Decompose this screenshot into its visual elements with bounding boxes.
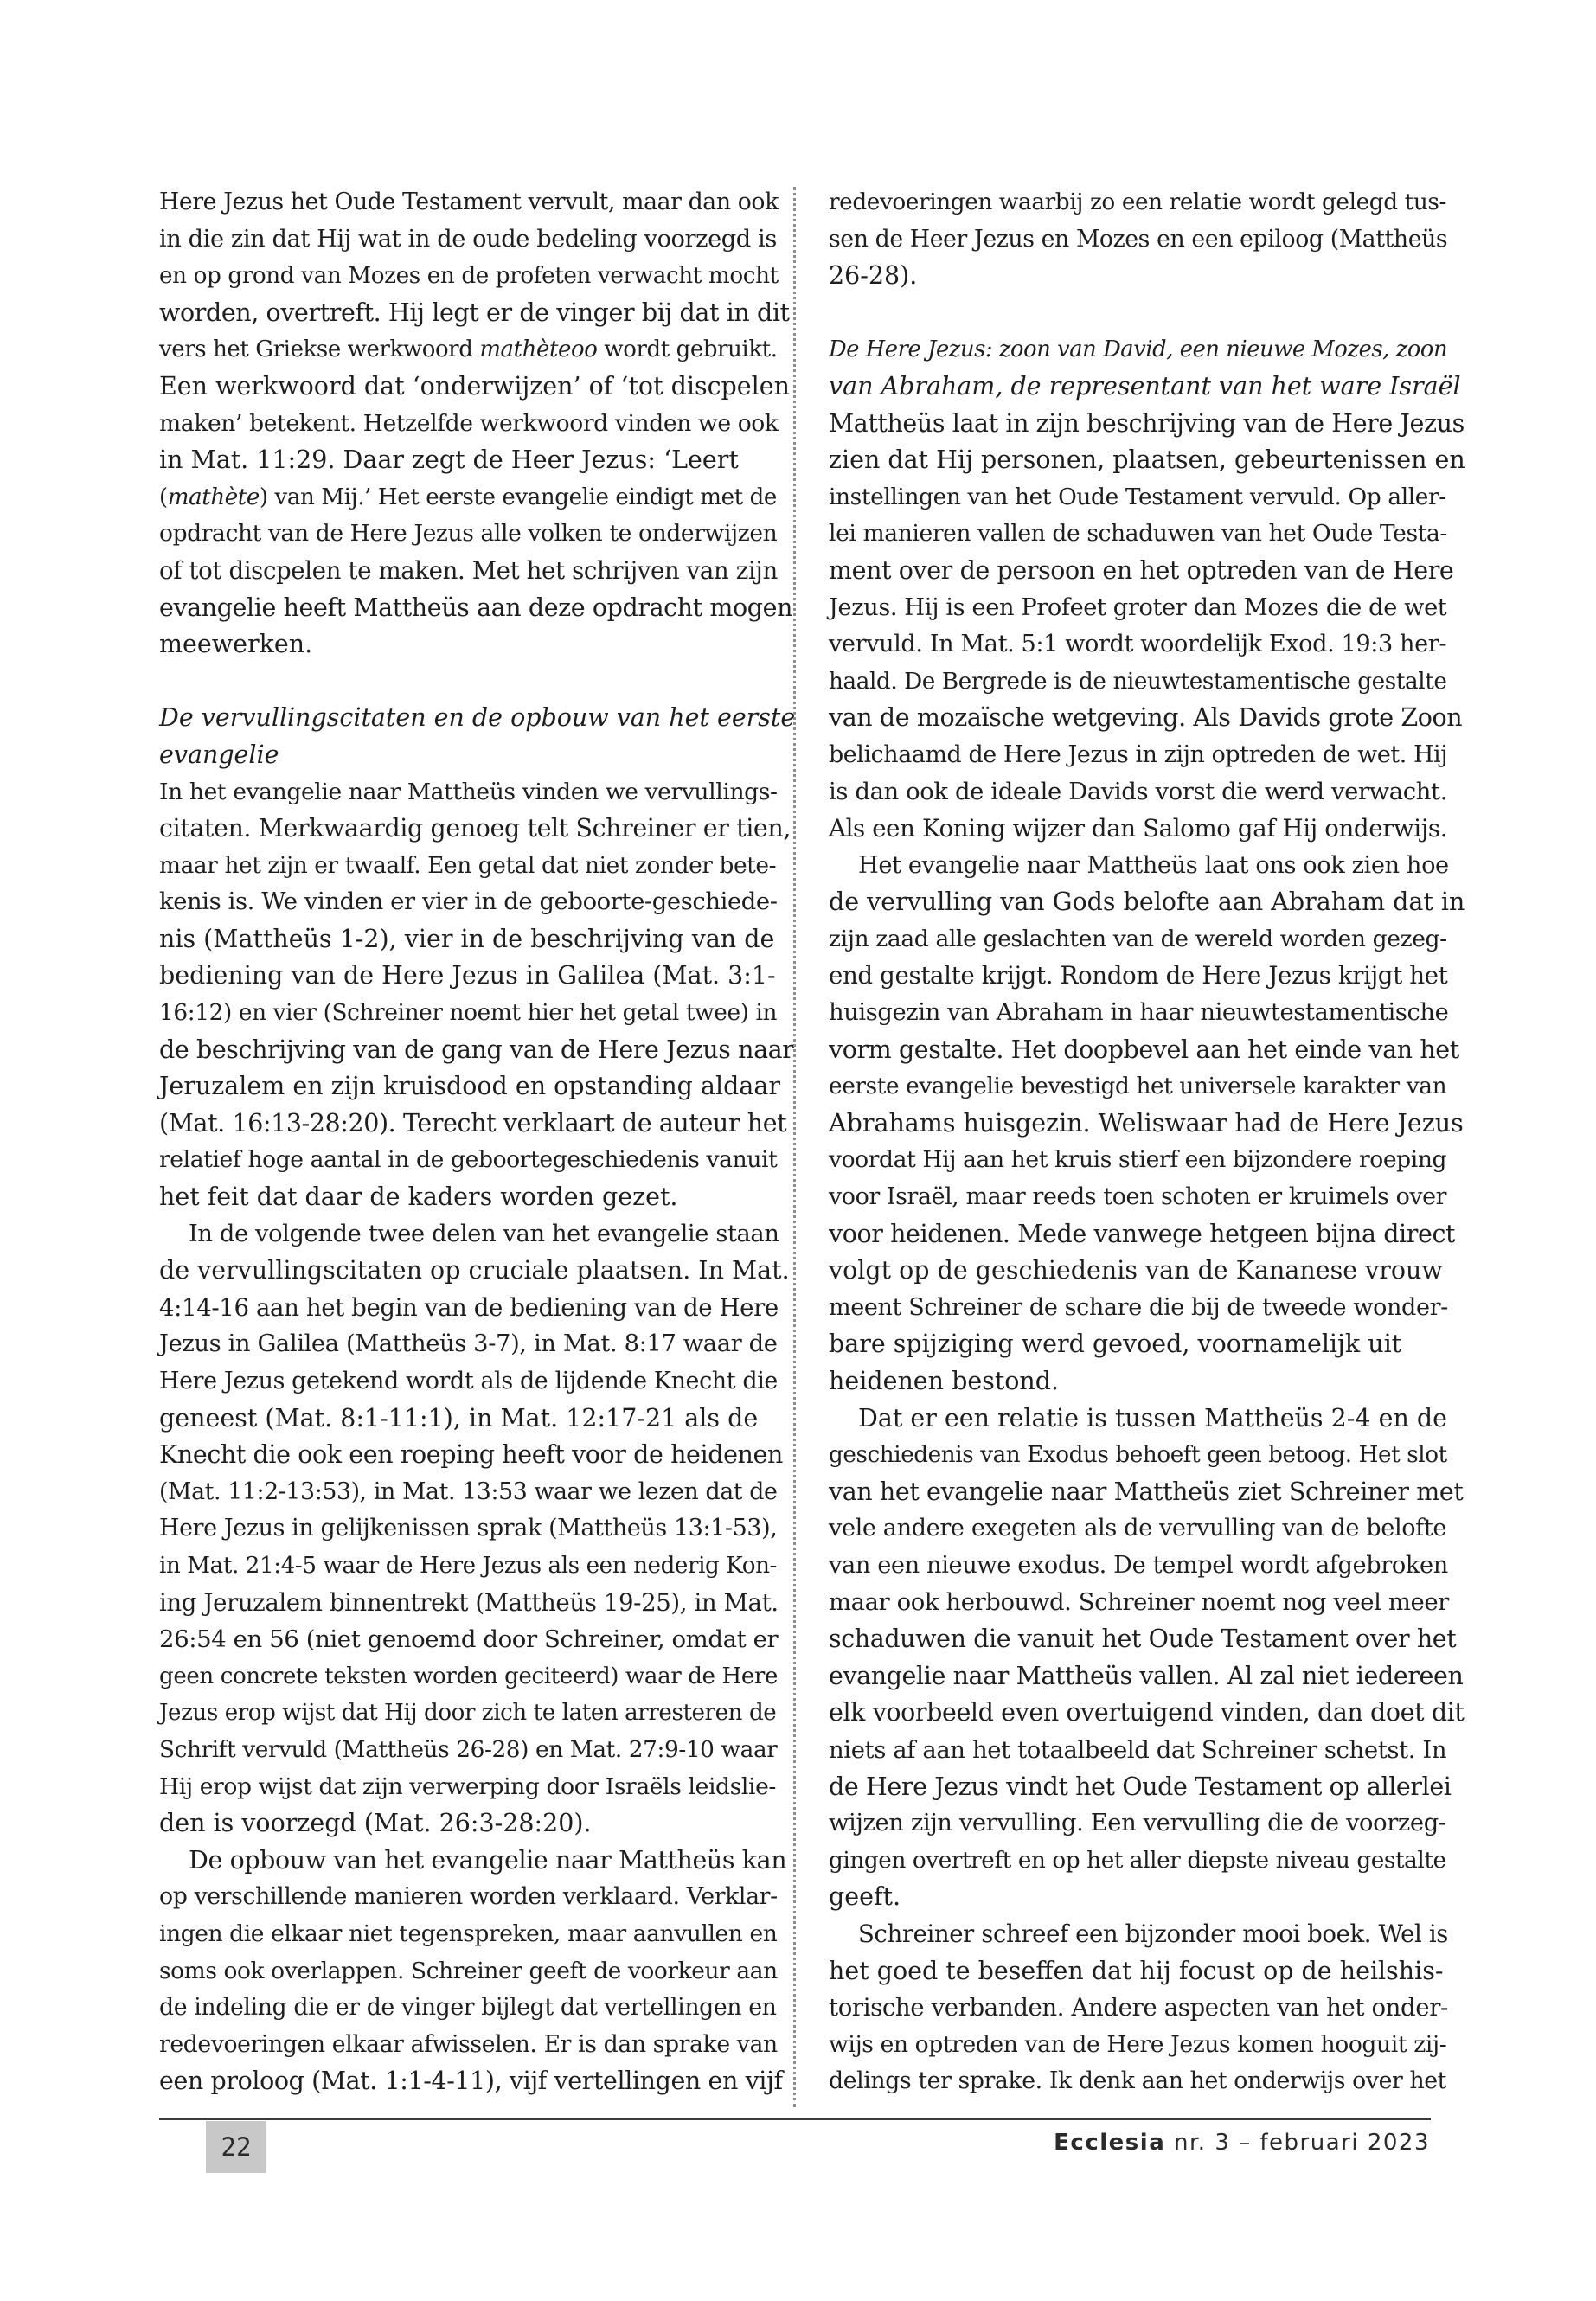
text-run: bediening van de Here Jezus in Galilea (Mat. 3:1- bbox=[159, 961, 776, 990]
text-run: instellingen van het Oude Testament vervuld. Op aller- bbox=[829, 483, 1446, 510]
text-line bbox=[829, 1695, 1465, 1732]
text-run: niets af aan het totaalbeeld dat Schreiner schetst. In bbox=[829, 1735, 1447, 1764]
text-run: haald. De Bergrede is de nieuwtestamentische gestalte bbox=[829, 668, 1447, 695]
text-run: maar het zijn er twaalf. Een getal dat niet zonder bete- bbox=[159, 852, 777, 879]
text-run: geschiedenis van Exodus behoeft geen betoog. Het slot bbox=[829, 1442, 1447, 1469]
text-line bbox=[829, 921, 1465, 958]
text-line bbox=[829, 1032, 1465, 1069]
text-run: 26:54 en 56 (niet genoemd door Schreiner, omdat er bbox=[159, 1625, 779, 1654]
text-line bbox=[829, 2063, 1465, 2100]
text-run: 16:12) en vier (Schreiner noemt hier het getal twee) in bbox=[159, 1000, 778, 1027]
text-run: soms ook overlappen. Schreiner geeft de voorkeur aan bbox=[159, 1957, 778, 1984]
text-run: van het evangelie naar Mattheüs ziet Schreiner met bbox=[829, 1477, 1464, 1506]
text-run: Abrahams huisgezin. Weliswaar had de Here Jezus bbox=[829, 1108, 1464, 1138]
text-line bbox=[829, 331, 1465, 369]
text-run: torische verbanden. Andere aspecten van het onder- bbox=[829, 1993, 1448, 2022]
text-line bbox=[159, 921, 796, 958]
text-run: end gestalte krijgt. Rondom de Here Jezus krijgt het bbox=[829, 961, 1448, 990]
text-run: kenis is. We vinden er vier in de geboorte-geschiede- bbox=[159, 888, 778, 916]
text-line bbox=[159, 1732, 796, 1769]
text-line bbox=[159, 442, 796, 479]
text-line bbox=[829, 1290, 1465, 1327]
paragraph bbox=[159, 1843, 796, 2100]
text-line bbox=[829, 442, 1465, 479]
text-line bbox=[829, 1510, 1465, 1548]
text-line bbox=[829, 626, 1465, 663]
text-line bbox=[829, 553, 1465, 590]
text-line bbox=[829, 1585, 1465, 1622]
text-run: het feit dat daar de kaders worden gezet. bbox=[159, 1183, 678, 1212]
text-line bbox=[829, 1621, 1465, 1658]
text-run: volgt op de geschiedenis van de Kananese vrouw bbox=[829, 1256, 1443, 1285]
text-run: Jeruzalem en zijn kruisdood en opstanding aldaar bbox=[159, 1072, 780, 1101]
text-run: en op grond van Mozes en de profeten verwacht mocht bbox=[159, 263, 779, 290]
paragraph-gap bbox=[829, 295, 1465, 332]
text-run: zien dat Hij personen, plaatsen, gebeurtenissen en bbox=[829, 445, 1465, 475]
text-run: evangelie bbox=[159, 740, 279, 769]
text-line bbox=[159, 295, 796, 332]
text-line bbox=[829, 1769, 1465, 1806]
text-run: Jezus erop wijst dat Hij door zich te laten arresteren de bbox=[159, 1700, 777, 1727]
section-heading bbox=[159, 700, 796, 773]
text-line bbox=[829, 1068, 1465, 1106]
text-line bbox=[829, 184, 1465, 221]
text-run: Knecht die ook een roeping heeft voor de heidenen bbox=[159, 1440, 783, 1470]
text-line bbox=[159, 1068, 796, 1106]
text-line bbox=[159, 1179, 796, 1216]
text-line bbox=[829, 848, 1465, 885]
text-line bbox=[159, 553, 796, 590]
text-line bbox=[829, 1216, 1465, 1253]
text-line bbox=[159, 1474, 796, 1511]
text-line bbox=[159, 221, 796, 259]
text-run: op verschillende manieren worden verklaard. Verklar- bbox=[159, 1883, 778, 1911]
page-number-text: 22 bbox=[221, 2132, 252, 2162]
text-line bbox=[829, 1990, 1465, 2027]
paragraph bbox=[159, 774, 796, 1216]
text-line bbox=[829, 663, 1465, 701]
text-line bbox=[829, 995, 1465, 1032]
text-line bbox=[829, 1179, 1465, 1216]
text-line bbox=[159, 700, 796, 737]
text-line bbox=[829, 2027, 1465, 2064]
text-line bbox=[829, 516, 1465, 553]
paragraph bbox=[829, 848, 1465, 1400]
text-run: ( bbox=[159, 484, 168, 510]
text-line bbox=[159, 1290, 796, 1327]
text-line bbox=[159, 479, 796, 516]
text-run: geeft. bbox=[829, 1882, 901, 1912]
text-line bbox=[159, 331, 796, 369]
text-run: Jezus in Galilea (Mattheüs 3-7), in Mat. 8:17 waar de bbox=[159, 1330, 778, 1358]
text-run: de indeling die er de vinger bijlegt dat vertellingen en bbox=[159, 1994, 777, 2022]
text-run: Een werkwoord dat ‘onderwijzen’ of ‘tot discpelen bbox=[159, 371, 790, 401]
text-line bbox=[159, 958, 796, 995]
text-line bbox=[159, 1216, 796, 1253]
text-line bbox=[829, 221, 1465, 259]
page-number bbox=[206, 2121, 266, 2173]
text-run: in Mat. 21:4-5 waar de Here Jezus als een nederig Kon- bbox=[159, 1552, 777, 1579]
column-divider bbox=[793, 187, 796, 2107]
text-line bbox=[829, 1732, 1465, 1769]
text-run: het goed te beseffen dat hij focust op de heilshis- bbox=[829, 1956, 1444, 1985]
text-run: een proloog (Mat. 1:1-4-11), vijf vertellingen en vijf bbox=[159, 2067, 783, 2096]
text-line bbox=[829, 811, 1465, 848]
text-run: Als een Koning wijzer dan Salomo gaf Hij onderwijs. bbox=[829, 814, 1448, 843]
text-line bbox=[159, 590, 796, 627]
text-line bbox=[829, 1805, 1465, 1843]
text-run: is dan ook de ideale Davids vorst die werd verwacht. bbox=[829, 778, 1447, 805]
text-run: in Mat. 11:29. Daar zegt de Heer Jezus: ‘Leert bbox=[159, 445, 739, 475]
text-line bbox=[829, 1437, 1465, 1474]
text-line bbox=[829, 406, 1465, 443]
text-line bbox=[159, 2063, 796, 2100]
text-run: schaduwen die vanuit het Oude Testament over het bbox=[829, 1625, 1457, 1654]
text-run: meent Schreiner de schare die bij de tweede wonder- bbox=[829, 1293, 1448, 1321]
text-run: voor heidenen. Mede vanwege hetgeen bijna direct bbox=[829, 1219, 1456, 1248]
text-line bbox=[159, 848, 796, 885]
text-line bbox=[159, 369, 796, 406]
text-line bbox=[159, 1400, 796, 1438]
text-run: belichaamd de Here Jezus in zijn optreden de wet. Hij bbox=[829, 740, 1448, 768]
text-line bbox=[159, 626, 796, 663]
text-run: of tot discpelen te maken. Met het schrijven van zijn bbox=[159, 555, 778, 585]
text-line bbox=[829, 1400, 1465, 1438]
paragraph bbox=[829, 1400, 1465, 1916]
text-run: de vervulling van Gods belofte aan Abraham dat in bbox=[829, 888, 1465, 917]
text-run: vers het Griekse werkwoord bbox=[159, 336, 480, 363]
text-line bbox=[159, 1142, 796, 1179]
text-line bbox=[829, 590, 1465, 627]
text-run: worden, overtreft. Hij legt er de vinger bij dat in dit bbox=[159, 298, 790, 327]
text-run: 26-28). bbox=[829, 261, 918, 291]
text-line bbox=[829, 1879, 1465, 1916]
text-run: ment over de persoon en het optreden van de Here bbox=[829, 555, 1454, 585]
text-line bbox=[829, 1916, 1465, 1953]
text-run: evangelie naar Mattheüs vallen. Al zal niet iedereen bbox=[829, 1661, 1464, 1690]
text-run: de Here Jezus vindt het Oude Testament op allerlei bbox=[829, 1772, 1452, 1801]
text-line bbox=[159, 516, 796, 553]
text-run: vervuld. In Mat. 5:1 wordt woordelijk Exod. 19:3 her- bbox=[829, 631, 1447, 658]
text-run: redevoeringen waarbij zo een relatie wordt gelegd tus- bbox=[829, 189, 1446, 215]
text-run: relatief hoge aantal in de geboortegeschiedenis vanuit bbox=[159, 1146, 778, 1174]
text-line bbox=[159, 811, 796, 848]
text-line bbox=[829, 1474, 1465, 1511]
text-run: vorm gestalte. Het doopbevel aan het einde van het bbox=[829, 1035, 1459, 1064]
text-run: huisgezin van Abraham in haar nieuwtestamentische bbox=[829, 999, 1449, 1027]
text-line bbox=[829, 884, 1465, 921]
text-run: van een nieuwe exodus. De tempel wordt afgebroken bbox=[829, 1551, 1448, 1579]
text-run: van de mozaïsche wetgeving. Als Davids grote Zoon bbox=[829, 703, 1463, 733]
text-run: de vervullingscitaten op cruciale plaatsen. In Mat. bbox=[159, 1256, 790, 1285]
text-line bbox=[829, 1363, 1465, 1400]
section-heading bbox=[829, 331, 1465, 405]
text-run: geen concrete teksten worden geciteerd) waar de Here bbox=[159, 1663, 779, 1689]
text-run: Schrift vervuld (Mattheüs 26-28) en Mat. 27:9-10 waar bbox=[159, 1736, 778, 1763]
text-run: Dat er een relatie is tussen Mattheüs 2-4 en de bbox=[858, 1403, 1447, 1433]
paragraph bbox=[159, 1216, 796, 1843]
text-run: bare spijziging werd gevoed, voornamelijk uit bbox=[829, 1330, 1402, 1359]
text-run: Here Jezus het Oude Testament vervult, maar dan ook bbox=[159, 189, 779, 215]
text-run: Het evangelie naar Mattheüs laat ons ook zien hoe bbox=[858, 851, 1449, 879]
text-run: in die zin dat Hij wat in de oude bedeling voorzegd is bbox=[159, 225, 777, 253]
text-line bbox=[159, 184, 796, 221]
text-run: nis (Mattheüs 1-2), vier in de beschrijving van de bbox=[159, 924, 775, 953]
text-line bbox=[159, 406, 796, 443]
paragraph bbox=[159, 184, 796, 663]
text-run: ingen die elkaar niet tegenspreken, maar aanvullen en bbox=[159, 1920, 778, 1947]
text-line bbox=[829, 1106, 1465, 1143]
text-line bbox=[159, 884, 796, 921]
text-run: 4:14-16 aan het begin van de bediening van de Here bbox=[159, 1292, 779, 1322]
text-line bbox=[159, 737, 796, 774]
text-run: maar ook herbouwd. Schreiner noemt nog veel meer bbox=[829, 1588, 1449, 1616]
text-line bbox=[829, 1658, 1465, 1695]
text-run: De Here Jezus: zoon van David, een nieuwe Mozes, zoon bbox=[829, 336, 1448, 363]
text-run: Jezus. Hij is een Profeet groter dan Mozes die de wet bbox=[829, 593, 1447, 621]
text-line bbox=[829, 1548, 1465, 1585]
text-run: de beschrijving van de gang van de Here Jezus naar bbox=[159, 1035, 794, 1064]
text-line bbox=[159, 1548, 796, 1585]
paragraph bbox=[829, 184, 1465, 295]
text-line bbox=[829, 258, 1465, 295]
text-line bbox=[159, 1437, 796, 1474]
text-line bbox=[159, 1253, 796, 1290]
text-line bbox=[159, 1843, 796, 1880]
text-run: Schreiner schreef een bijzonder mooi boek. Wel is bbox=[858, 1920, 1448, 1948]
text-line bbox=[159, 1510, 796, 1548]
text-line bbox=[159, 1363, 796, 1400]
text-run: den is voorzegd (Mat. 26:3-28:20). bbox=[159, 1809, 592, 1838]
text-run: sen de Heer Jezus en Mozes en een epiloog (Mattheüs bbox=[829, 225, 1448, 253]
text-run: maken’ betekent. Hetzelfde werkwoord vinden we ook bbox=[159, 409, 779, 437]
text-run: lei manieren vallen de schaduwen van het Oude Testa- bbox=[829, 520, 1447, 548]
italic-term: mathèteoo bbox=[479, 336, 598, 363]
text-run: van Abraham, de representant van het ware Israël bbox=[829, 371, 1461, 401]
text-run: De vervullingscitaten en de opbouw van het eerste bbox=[159, 703, 796, 733]
paragraph bbox=[829, 406, 1465, 848]
left-text-column bbox=[159, 184, 796, 2100]
text-run: wijzen zijn vervulling. Een vervulling die de voorzeg- bbox=[829, 1810, 1446, 1837]
text-run: geneest (Mat. 8:1-11:1), in Mat. 12:17-21 als de bbox=[159, 1403, 759, 1433]
text-line bbox=[159, 1658, 796, 1695]
text-run: meewerken. bbox=[159, 630, 313, 659]
text-run: gingen overtreft en op het aller diepste niveau gestalte bbox=[829, 1847, 1446, 1874]
text-line bbox=[159, 1953, 796, 1990]
text-line bbox=[159, 1990, 796, 2027]
text-line bbox=[829, 700, 1465, 737]
text-line bbox=[159, 1621, 796, 1658]
text-line bbox=[159, 1805, 796, 1843]
text-run: In de volgende twee delen van het evangelie staan bbox=[189, 1220, 779, 1247]
text-run: voordat Hij aan het kruis stierf een bijzondere roeping bbox=[829, 1146, 1447, 1174]
text-run: eerste evangelie bevestigd het universele karakter van bbox=[829, 1074, 1447, 1100]
text-line bbox=[829, 1142, 1465, 1179]
text-line bbox=[829, 958, 1465, 995]
text-line bbox=[829, 1253, 1465, 1290]
text-line bbox=[159, 774, 796, 811]
text-run: zijn zaad alle geslachten van de wereld worden gezeg- bbox=[829, 925, 1447, 952]
magazine-name: Ecclesia bbox=[1054, 2130, 1166, 2156]
right-text-column bbox=[829, 184, 1465, 2100]
text-run: voor Israël, maar reeds toen schoten er kruimels over bbox=[829, 1183, 1447, 1211]
text-run: citaten. Merkwaardig genoeg telt Schreiner er tien, bbox=[159, 814, 792, 843]
text-line bbox=[159, 1695, 796, 1732]
text-line bbox=[829, 1843, 1465, 1880]
text-line bbox=[159, 2027, 796, 2064]
text-run: Mattheüs laat in zijn beschrijving van de Here Jezus bbox=[829, 408, 1465, 438]
text-run: delings ter sprake. Ik denk aan het onderwijs over het bbox=[829, 2067, 1447, 2095]
text-run: wordt gebruikt. bbox=[597, 336, 778, 363]
text-run: Here Jezus getekend wordt als de lijdende Knecht die bbox=[159, 1368, 778, 1394]
text-run: evangelie heeft Mattheüs aan deze opdracht mogen bbox=[159, 593, 793, 622]
text-line bbox=[829, 1953, 1465, 1990]
text-line bbox=[829, 737, 1465, 774]
text-run: Here Jezus in gelijkenissen sprak (Mattheüs 13:1-53), bbox=[159, 1515, 778, 1542]
text-line bbox=[159, 1106, 796, 1143]
italic-term: mathète bbox=[167, 484, 260, 510]
issue-info: nr. 3 – februari 2023 bbox=[1165, 2130, 1430, 2156]
text-run: ) van Mij.’ Het eerste evangelie eindigt met de bbox=[259, 484, 777, 510]
text-line bbox=[159, 1032, 796, 1069]
text-line bbox=[829, 369, 1465, 406]
text-run: Hij erop wijst dat zijn verwerping door Israëls leidslie- bbox=[159, 1772, 777, 1800]
text-run: ing Jeruzalem binnentrekt (Mattheüs 19-25), in Mat. bbox=[159, 1587, 779, 1617]
text-run: heidenen bestond. bbox=[829, 1367, 1060, 1395]
text-line bbox=[159, 1879, 796, 1916]
paragraph-gap bbox=[159, 663, 796, 701]
text-line bbox=[159, 1916, 796, 1953]
text-line bbox=[829, 1326, 1465, 1363]
text-run: In het evangelie naar Mattheüs vinden we vervullings- bbox=[159, 778, 778, 805]
footer-rule bbox=[159, 2118, 1431, 2120]
text-run: opdracht van de Here Jezus alle volken te onderwijzen bbox=[159, 520, 778, 548]
text-line bbox=[159, 1326, 796, 1363]
text-run: vele andere exegeten als de vervulling van de belofte bbox=[829, 1515, 1447, 1542]
text-line bbox=[159, 995, 796, 1032]
text-line bbox=[159, 258, 796, 295]
text-run: redevoeringen elkaar afwisselen. Er is dan sprake van bbox=[159, 2030, 778, 2058]
text-run: elk voorbeeld even overtuigend vinden, dan doet dit bbox=[829, 1698, 1465, 1727]
text-run: (Mat. 16:13-28:20). Terecht verklaart de auteur het bbox=[159, 1108, 787, 1138]
footer-publication-info bbox=[1054, 2130, 1430, 2156]
paragraph bbox=[829, 1916, 1465, 2100]
text-run: De opbouw van het evangelie naar Mattheüs kan bbox=[189, 1845, 787, 1875]
text-line bbox=[829, 774, 1465, 811]
text-line bbox=[159, 1585, 796, 1622]
text-line bbox=[829, 479, 1465, 516]
text-line bbox=[159, 1769, 796, 1806]
text-run: wijs en optreden van de Here Jezus komen hooguit zij- bbox=[829, 2030, 1447, 2058]
text-run: (Mat. 11:2-13:53), in Mat. 13:53 waar we lezen dat de bbox=[159, 1477, 778, 1505]
